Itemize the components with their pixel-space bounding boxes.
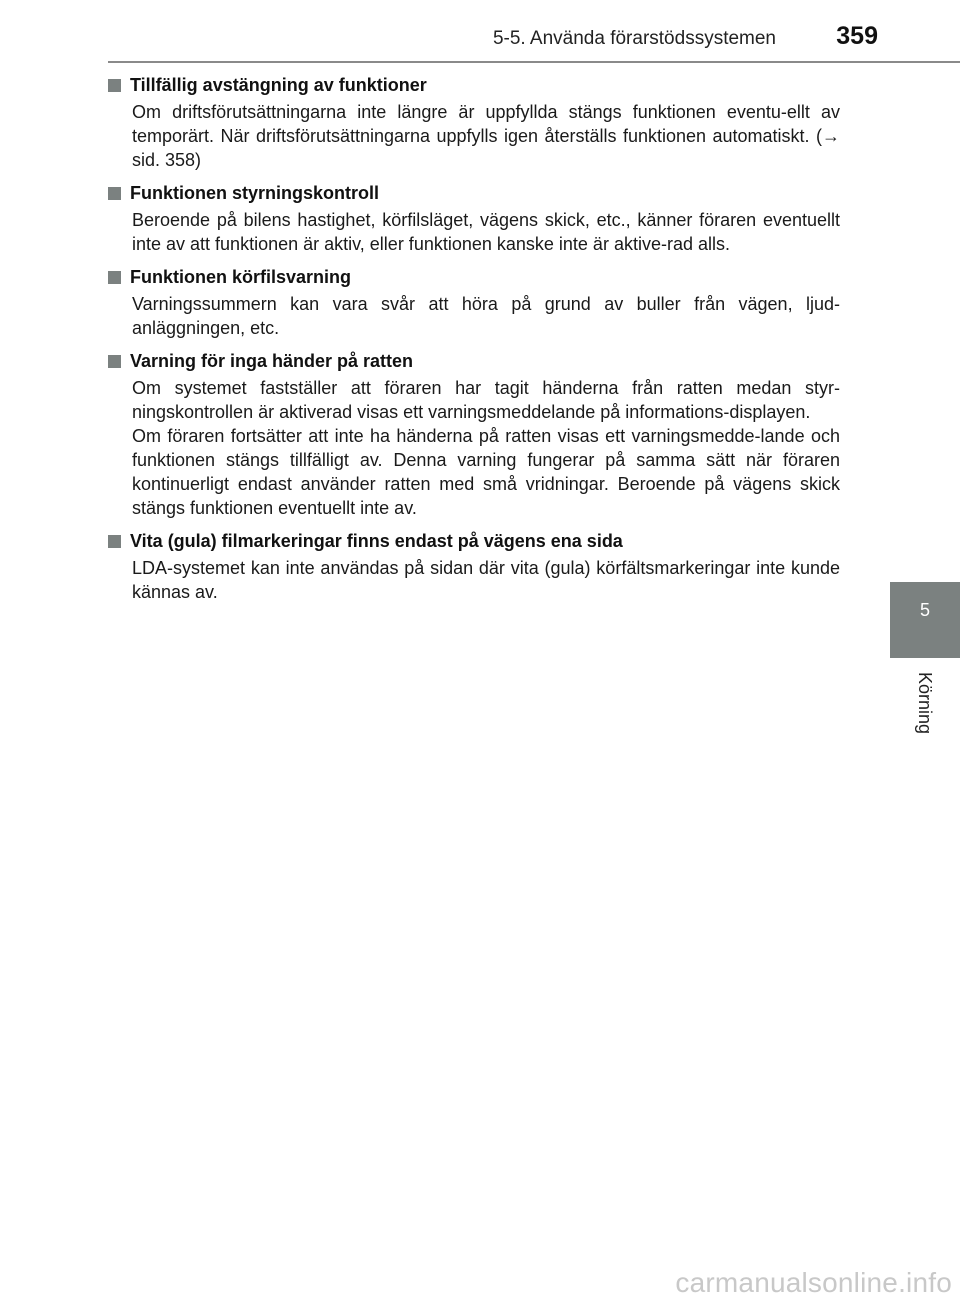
paragraph: Beroende på bilens hastighet, körfilsläget, vägens skick, etc., känner föraren eventuellt inte av att funktionen är aktiv, eller funktionen kanske inte är aktive-rad alls. (132, 210, 840, 254)
section-heading-text: Funktionen styrningskontroll (130, 183, 380, 203)
main-content (108, 72, 840, 612)
square-bullet-icon (108, 79, 121, 92)
chapter-label-container (910, 672, 940, 762)
section-heading (108, 72, 840, 98)
watermark: carmanualsonline.info (675, 1267, 952, 1298)
section-heading-text: Tillfällig avstängning av funktioner (130, 75, 427, 95)
section-heading-text: Varning för inga händer på ratten (130, 351, 414, 371)
page-number: 359 (836, 22, 878, 50)
paragraph: Om föraren fortsätter att inte ha händerna på ratten visas ett varningsmedde-lande och funktionen stängs tillfälligt av. Denna varning fungerar på samma sätt när föraren kontinuerligt endast använder ratten med små vridningar. Beroende på vägens skick stängs funktionen eventuellt inte av. (132, 426, 840, 518)
paragraph: Om systemet fastställer att föraren har tagit händerna från ratten medan styr-ningskontrollen är aktiverad visas ett varningsmeddelande på informations-displayen. (132, 378, 840, 422)
section-heading (108, 180, 840, 206)
section-steering-control (108, 180, 840, 256)
section-body (132, 292, 840, 340)
section-title: 5-5. Använda förarstödssystemen (492, 28, 776, 49)
section-heading-text: Funktionen körfilsvarning (130, 267, 352, 287)
section-body (132, 556, 840, 604)
section-one-side-markings (108, 528, 840, 604)
section-lane-warning (108, 264, 840, 340)
square-bullet-icon (108, 271, 121, 284)
section-heading (108, 348, 840, 374)
paragraph: Varningssummern kan vara svår att höra på grund av buller från vägen, ljud-anläggningen, etc. (132, 294, 840, 338)
chapter-number: 5 (919, 600, 930, 620)
square-bullet-icon (108, 535, 121, 548)
section-body (132, 208, 840, 256)
section-body (132, 376, 840, 520)
section-body (132, 100, 840, 172)
section-heading-text: Vita (gula) filmarkeringar finns endast på vägens ena sida (130, 531, 623, 551)
chapter-label: Körning (915, 672, 935, 735)
section-hands-off-warning (108, 348, 840, 520)
section-heading (108, 528, 840, 554)
paragraph: LDA-systemet kan inte användas på sidan där vita (gula) körfältsmarkeringar inte kunde kännas av. (132, 558, 840, 602)
paragraph: Om driftsförutsättningarna inte längre är uppfyllda stängs funktionen eventu-ellt av temporärt. När driftsförutsättningarna uppfylls igen återställs funktionen automatiskt. (→ sid. 358) (132, 102, 840, 170)
square-bullet-icon (108, 355, 121, 368)
section-heading (108, 264, 840, 290)
square-bullet-icon (108, 187, 121, 200)
header-divider (108, 61, 960, 63)
section-temporary-shutdown (108, 72, 840, 172)
